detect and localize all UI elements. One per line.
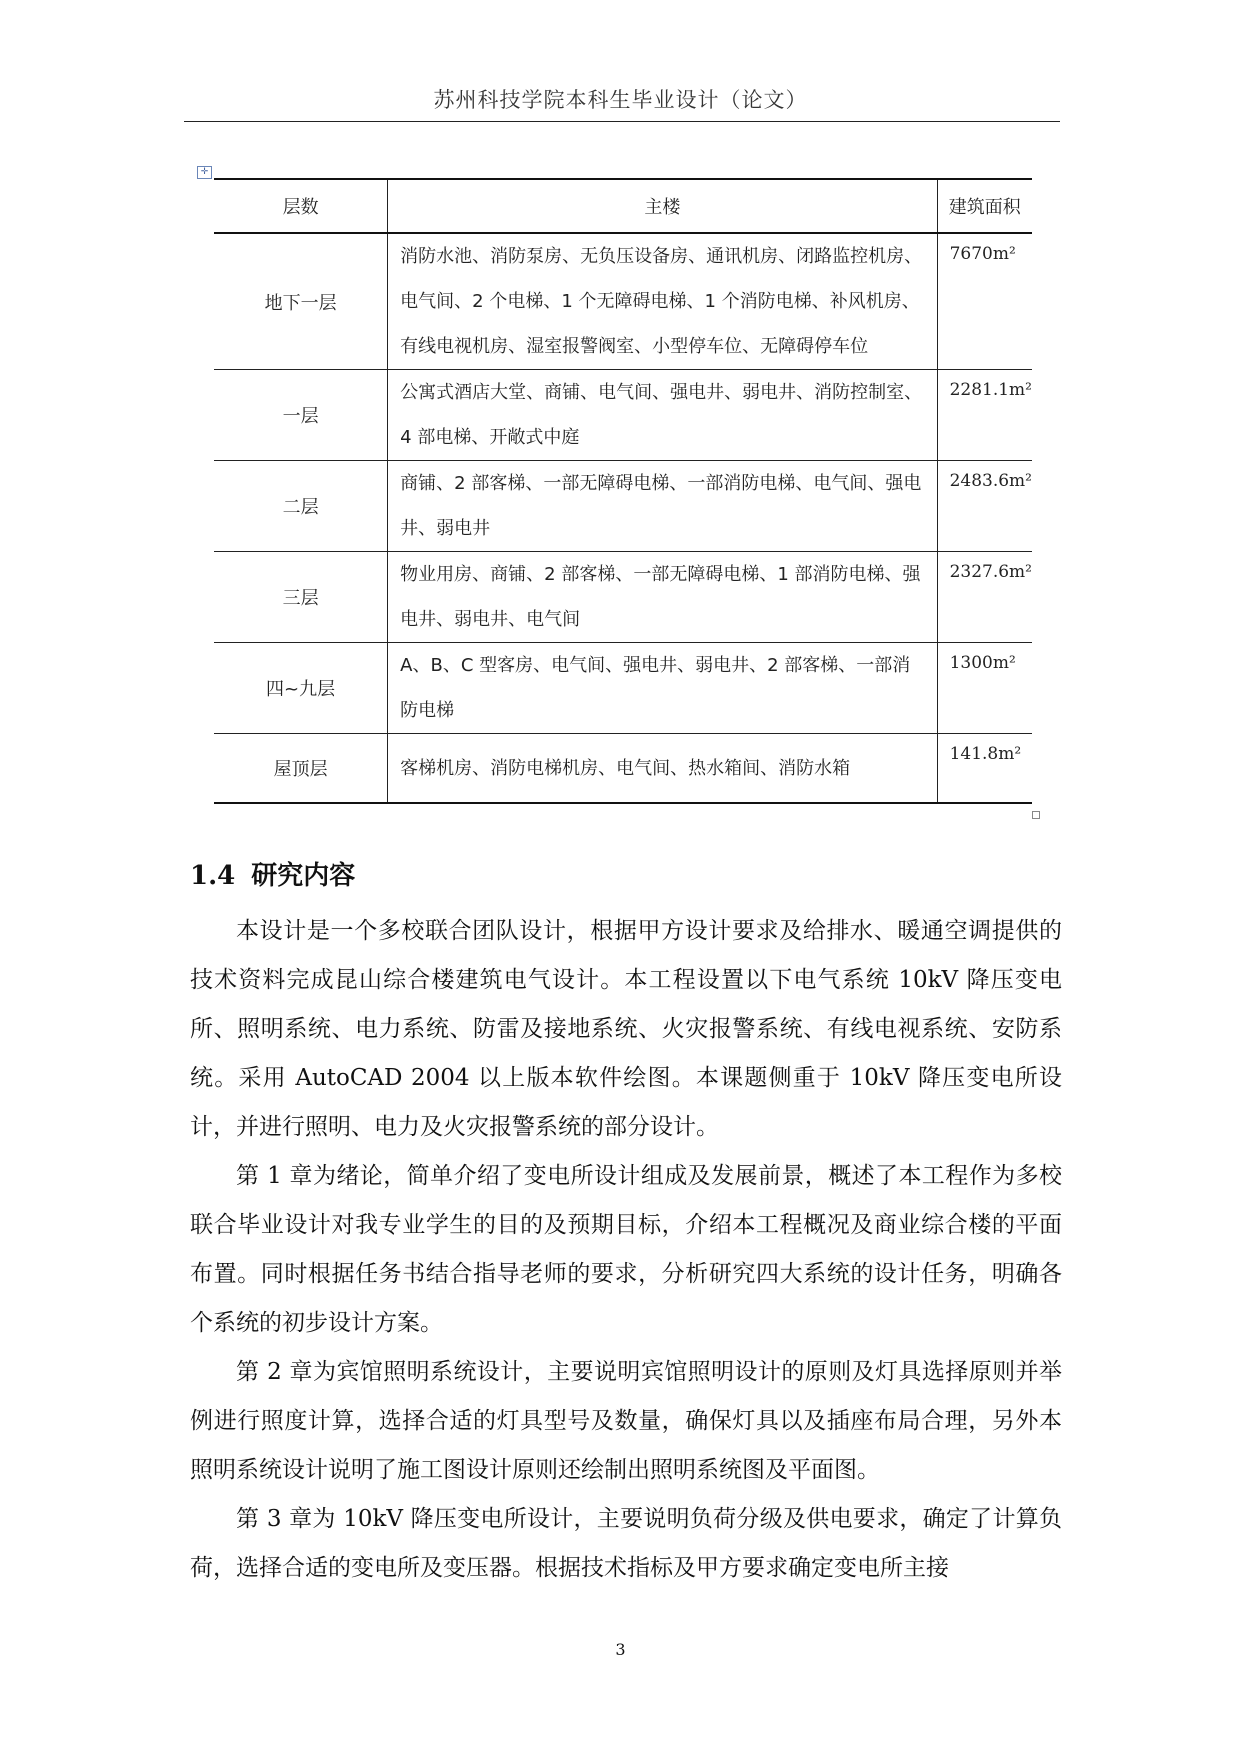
section-title: 研究内容 [251, 861, 356, 891]
floor-cell: 二层 [214, 461, 388, 552]
area-value: 2327.6m² [949, 562, 1032, 582]
table-row [214, 461, 1032, 552]
section-body [190, 907, 1062, 1593]
area-value: 1300m² [949, 653, 1016, 673]
floor-cell: 屋顶层 [214, 734, 388, 804]
floor-function-table [214, 178, 1032, 804]
area-cell [937, 643, 1032, 734]
table-row [214, 734, 1032, 804]
main-building-cell: 消防水池、消防泵房、无负压设备房、通讯机房、闭路监控机房、电气间、2 个电梯、1 个无障碍电梯、1 个消防电梯、补风机房、有线电视机房、湿室报警阀室、小型停车位、无障碍停车位 [388, 233, 937, 370]
table-header-row [214, 179, 1032, 233]
header-rule [184, 121, 1060, 122]
area-cell [937, 233, 1032, 370]
area-value: 7670m² [949, 244, 1016, 264]
table-row [214, 370, 1032, 461]
main-building-cell: 公寓式酒店大堂、商铺、电气间、强电井、弱电井、消防控制室、4 部电梯、开敞式中庭 [388, 370, 937, 461]
section-number: 1.4 [190, 861, 236, 891]
section-heading [190, 855, 355, 892]
column-header-main-building: 主楼 [388, 179, 937, 233]
floor-cell: 地下一层 [214, 233, 388, 370]
table-row [214, 233, 1032, 370]
page-number: 3 [615, 1640, 626, 1659]
paragraph: 第 1 章为绪论，简单介绍了变电所设计组成及发展前景，概述了本工程作为多校联合毕业设计对我专业学生的目的及预期目标，介绍本工程概况及商业综合楼的平面布置。同时根据任务书结合指导老师的要求，分析研究四大系统的设计任务，明确各个系统的初步设计方案。 [190, 1163, 1062, 1336]
area-value: 2483.6m² [949, 471, 1032, 491]
area-cell [937, 734, 1032, 804]
main-building-cell: 商铺、2 部客梯、一部无障碍电梯、一部消防电梯、电气间、强电井、弱电井 [388, 461, 937, 552]
paragraph: 第 3 章为 10kV 降压变电所设计，主要说明负荷分级及供电要求，确定了计算负荷，选择合适的变电所及变压器。根据技术指标及甲方要求确定变电所主接 [190, 1506, 1062, 1581]
main-building-cell: 客梯机房、消防电梯机房、电气间、热水箱间、消防水箱 [388, 734, 937, 804]
column-header-area: 建筑面积 [937, 179, 1032, 233]
area-value: 2281.1m² [949, 380, 1032, 400]
running-header-title: 苏州科技学院本科生毕业设计（论文） [433, 88, 808, 112]
area-cell [937, 552, 1032, 643]
area-cell [937, 370, 1032, 461]
table-move-handle-icon[interactable]: ✛ [197, 166, 212, 179]
floor-cell: 三层 [214, 552, 388, 643]
table-row [214, 552, 1032, 643]
main-building-cell: A、B、C 型客房、电气间、强电井、弱电井、2 部客梯、一部消防电梯 [388, 643, 937, 734]
floor-cell: 一层 [214, 370, 388, 461]
main-building-cell: 物业用房、商铺、2 部客梯、一部无障碍电梯、1 部消防电梯、强电井、弱电井、电气间 [388, 552, 937, 643]
column-header-floor: 层数 [214, 179, 388, 233]
table-resize-handle[interactable] [1032, 811, 1040, 819]
table-row [214, 643, 1032, 734]
paragraph: 本设计是一个多校联合团队设计，根据甲方设计要求及给排水、暖通空调提供的技术资料完成昆山综合楼建筑电气设计。本工程设置以下电气系统 10kV 降压变电所、照明系统、电力系统、防雷及接地系统、火灾报警系统、有线电视系统、安防系统。采用 AutoCAD 2004 以上版本软件绘图。本课题侧重于 10kV 降压变电所设计，并进行照明、电力及火灾报警系统的部分设计。 [190, 918, 1062, 1140]
area-value: 141.8m² [949, 744, 1022, 764]
floor-cell: 四~九层 [214, 643, 388, 734]
paragraph: 第 2 章为宾馆照明系统设计，主要说明宾馆照明设计的原则及灯具选择原则并举例进行照度计算，选择合适的灯具型号及数量，确保灯具以及插座布局合理，另外本照明系统设计说明了施工图设计原则还绘制出照明系统图及平面图。 [190, 1359, 1062, 1483]
area-cell [937, 461, 1032, 552]
